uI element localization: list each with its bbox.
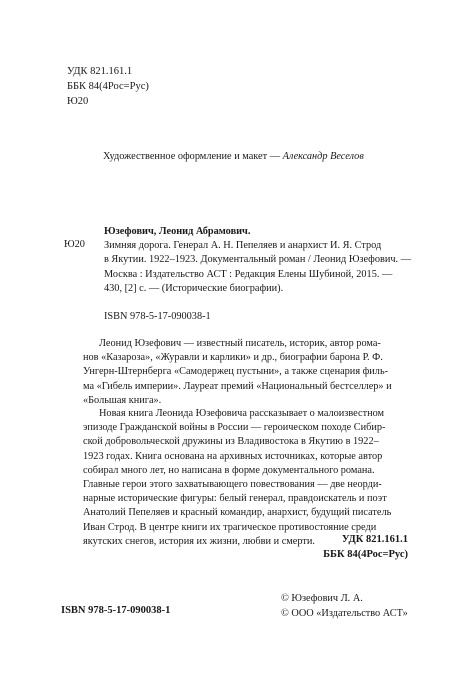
annotation-line: Новая книга Леонида Юзефовича рассказывает о малоизвестном [99,408,385,419]
annotation-line: Анатолий Пепеляев и красный командир, анархист, будущий писатель [83,507,392,519]
annotation-paragraph-2 [83,407,408,549]
catalog-line: в Якутии. 1922–1923. Документальный роман / Леонид Юзефович. — [104,254,412,266]
annotation-paragraph-1 [83,337,408,408]
classification-codes-bottom [323,532,408,562]
annotation-line: якутских снегов, история их жизни, любви и смерти. [83,535,315,547]
annotation-line: ма «Гибель империи». Лауреат премий «Национальный бестселлер» и [83,380,392,392]
copyright-notice [281,591,408,621]
annotation-line: нарные исторические фигуры: белый генерал, правдоискатель и поэт [83,493,387,505]
udk-code: УДК 821.161.1 [341,534,408,545]
bbk-code: ББК 84(4Рос=Рус) [323,549,408,560]
catalog-line: 430, [2] с. — (Исторические биографии). [104,282,284,294]
annotation-line: эпизоде Гражданской войны в России — героическом походе Сибир- [83,422,386,434]
bbk-code: ББК 84(4Рос=Рус) [67,81,149,92]
isbn-bottom: ISBN 978-5-17-090038-1 [61,605,171,616]
design-credit [103,151,364,162]
annotation-line: нов «Казароза», «Журавли и карлики» и др., биографии барона Р. Ф. [83,352,383,364]
annotation-line: Иван Строд. В центре книги их трагическое противостояние среди [83,521,377,533]
annotation-line: Леонид Юзефович — известный писатель, историк, автор рома- [99,338,381,349]
copyright-line: © Юзефович Л. А. [281,593,363,604]
designer-name: Александр Веселов [282,151,364,162]
catalog-record [104,225,412,296]
copyright-line: © ООО «Издательство АСТ» [281,608,408,619]
author-mark: Ю20 [67,96,89,107]
annotation-line: собирал много лет, но написана в форме документального романа. [83,464,375,476]
annotation-line: Унгерн-Штернберга «Самодержец пустыни», а также сценария филь- [83,366,389,378]
catalog-author: Юзефович, Леонид Абрамович. [104,226,251,237]
annotation-line: ской добровольческой дружины из Владивостока в Якутию в 1922– [83,436,379,448]
classification-codes-top [67,64,149,109]
catalog-line: Зимняя дорога. Генерал А. Н. Пепеляев и анархист И. Я. Строд [104,240,382,252]
udk-code: УДК 821.161.1 [67,66,133,77]
catalog-author-mark: Ю20 [64,239,85,250]
annotation-line: «Большая книга». [83,394,162,406]
catalog-line: Москва : Издательство АСТ : Редакция Елены Шубиной, 2015. — [104,268,393,280]
annotation-line: 1923 годах. Книга основана на архивных источниках, которые автор [83,450,383,462]
catalog-isbn: ISBN 978-5-17-090038-1 [104,311,211,322]
annotation-line: Главные герои этого захватывающего повествования — две неорди- [83,479,382,491]
credit-text: Художественное оформление и макет — [103,151,283,162]
